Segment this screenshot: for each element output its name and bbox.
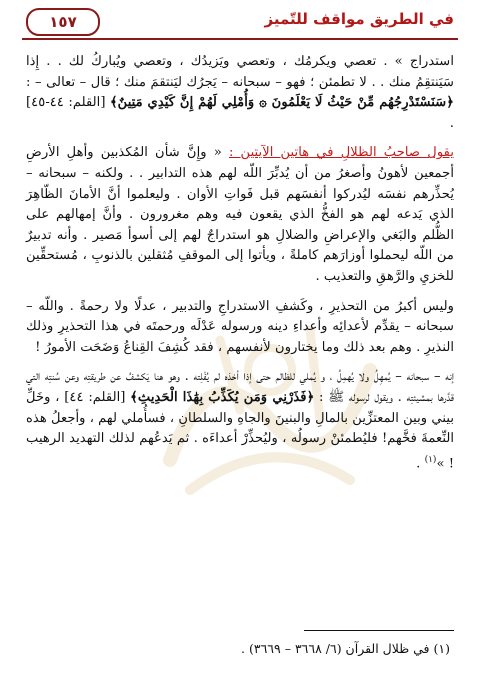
paragraph-text: « وإِنَّ شأن المُكذبين وأهلِ الأرضِ أجمعين لأهونُ وأصغرُ من أن يُدبِّرَ اللّه لهم هذه التدابير . . ولكنه – سبحانه – يُحذِّرهم نفسَه ليُدركوا أنفسَهم قبل فَواتِ الأوان . وليعلموا أنَّ الأمانَ الظّاهِرَ الذي يَدعه لهم هو الفخُّ الذي يقعون فيه وهم مغرورون . وأنَّ إمهالهم على الظُّلم والبَغي والإعراضِ والضلالِ هو استدراجٌ لهم إلى أسوأ مَصير . وأنه تدبيرٌ من اللّه ليحملوا أوزارَهم كاملةً ، ويأتوا إلى الموقفِ مُثقلين بالذنوبِ ، مُستحقِّين للخزيِ والرَّهقِ والتعذيب . [26,145,454,284]
commentary-lead: يقول صاحبُ الظلالِ في هاتين الآيتين : [228,145,454,161]
quran-verse: ﴿فَذَرْنِي وَمَن يُكَذِّبُ بِهَٰذَا الْحَدِيثِ﴾ [130,389,315,405]
quran-verse: ﴿سَنَسْتَدْرِجُهُم مِّنْ حَيْثُ لَا يَعْلَمُونَ ۞ وَأُمْلِي لَهُمْ إِنَّ كَيْدِي مَتِينٌ﴾ [109,95,454,111]
page-header [22,6,458,40]
footnote-divider [304,630,454,631]
paragraph-text: . [416,456,425,472]
paragraph-text: استدراج » . تعصي ويكرمُك ، وتعصي ويَزيدُك ، وتعصي ويُباركُ لك . . إِذا سَيَنتقِمُ منك . . لا تطمئن ؛ فهو – سبحانه – يَجرُك ليَنتقمَ منك ؛ قال – تعالى – : [26,54,454,90]
paragraph [26,52,454,134]
paragraph [26,367,454,474]
paragraph-text: إنه – سبحانه – يُمهِلُ ولا يُهمِلُ ، و يُملي للظالم حتى إذا أخذه لم يُفْلِته . وهو هنا يَكشفُ عن طريقتِه وعن سُنتِه التي قدَّرها بمشيئتِه . ويقول لرسوله ﷺ : [26,369,454,405]
paragraph [26,297,454,359]
paragraph [26,143,454,287]
paragraph-text: وليس أكبرُ من التحذيرِ ، وكَشفِ الاستدراجِ والتدبير ، عدلًا ولا رحمةً . واللّه – سبحانه – يقدِّم لأعدائِه وأعداءِ دينه ورسوله عَدْلَه ورحمتَه في هذا التحذيرِ وذلك النذيرِ . وهم بعد ذلك وما يختارون لأنفسهم ، فقد كُشِفَ القِناعُ وَضَحَت الأمورُ ! [26,298,454,355]
running-title: في الطريق مواقف للتّميز [264,10,454,28]
page-number-badge: ١٥٧ [26,8,100,36]
footnote-marker: (١) [424,454,437,465]
paragraph-text: [القلم: ٤٤-٤٥] . [26,95,454,131]
header-rule [22,38,458,40]
body-text [26,52,454,484]
footnote: (١) في ظلال القرآن (٦/ ٣٦٦٨ – ٣٦٦٩) . [241,641,450,656]
paragraph-text: [القلم: ٤٤] ، وخَلِّ بيني وبين المعتزِّين بالمالِ والبنينَ والجاهِ والسلطانِ ، فسأُملي لهم ، وأجعلُ هذه النِّعمةَ فخَّهم! فليُطمئنْ رسولُه ، وليُحذِّرْ أعداءَه . ثم يَدعُهم لذلك التهديد الرهيب ! » [26,389,454,472]
